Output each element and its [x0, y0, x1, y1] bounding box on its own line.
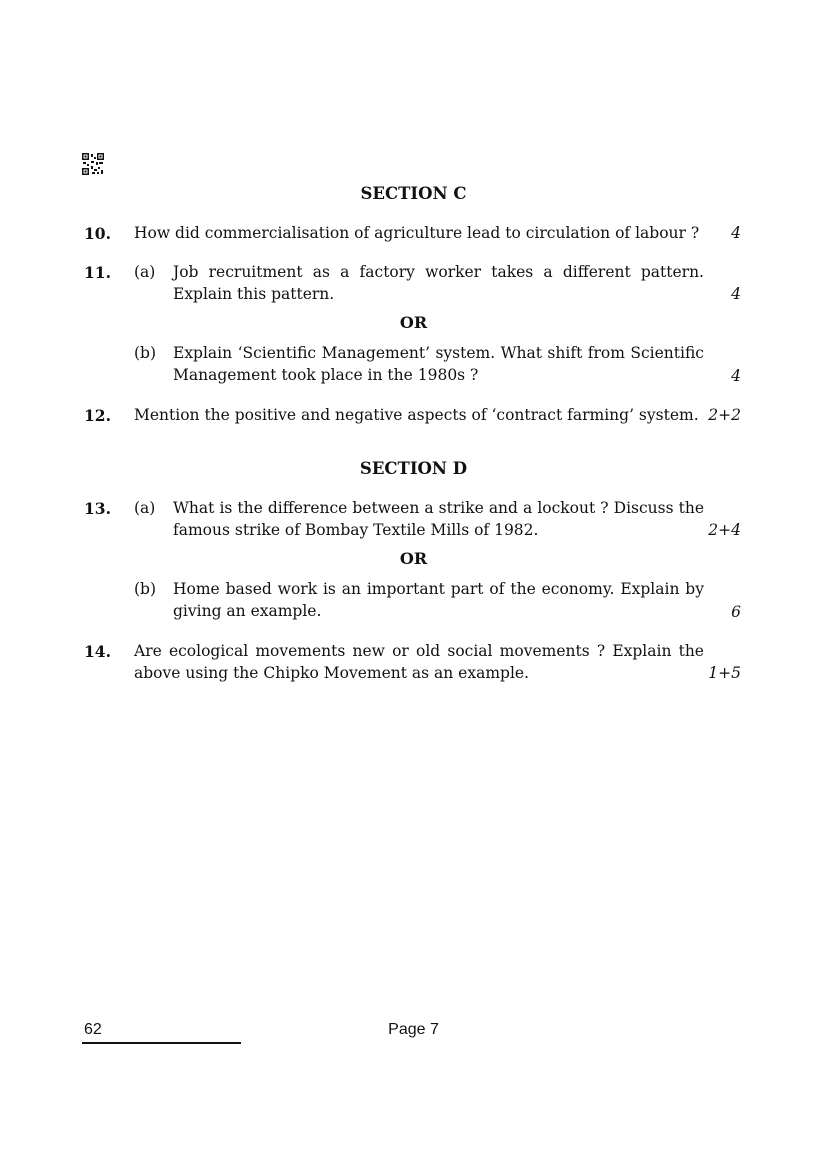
question-13-number: 13. [84, 499, 111, 518]
question-10-marks: 4 [731, 224, 741, 242]
question-11b-text: Explain ‘Scientific Management’ system. What shift from Scientific Management took place in the 1980s ? [173, 344, 704, 384]
page-number: Page 7 [388, 1021, 439, 1038]
question-12-text: Mention the positive and negative aspects of ‘contract farming’ system. [134, 406, 699, 424]
question-11-or: OR [399, 313, 428, 332]
question-12-marks: 2+2 [708, 406, 741, 424]
question-14-number: 14. [84, 642, 111, 661]
question-13b-label: (b) [134, 580, 157, 598]
question-14-marks: 1+5 [708, 664, 741, 682]
question-11a-label: (a) [134, 263, 156, 281]
question-14-text: Are ecological movements new or old social movements ? Explain the above using the Chipko Movement as an example. [134, 642, 704, 682]
question-13a-marks: 2+4 [708, 521, 741, 539]
question-11b-marks: 4 [731, 367, 741, 385]
question-12-number: 12. [84, 406, 111, 425]
question-13-or: OR [399, 549, 428, 568]
question-10-text: How did commercialisation of agriculture lead to circulation of labour ? [134, 224, 700, 242]
question-11a-text: Job recruitment as a factory worker takes a different pattern. Explain this pattern. [173, 263, 704, 303]
question-11a-marks: 4 [731, 285, 741, 303]
question-13b-text: Home based work is an important part of the economy. Explain by giving an example. [173, 580, 704, 620]
footer-divider [82, 1042, 241, 1044]
paper-code: 62 [84, 1021, 102, 1038]
qr-code-icon [82, 153, 104, 175]
question-11b-label: (b) [134, 344, 157, 362]
question-13b-marks: 6 [731, 603, 741, 621]
section-d-title: SECTION D [359, 459, 468, 478]
question-10-number: 10. [84, 224, 111, 243]
section-c-title: SECTION C [360, 184, 467, 203]
question-13a-text: What is the difference between a strike and a lockout ? Discuss the famous strike of Bombay Textile Mills of 1982. [173, 499, 704, 539]
question-11-number: 11. [84, 263, 111, 282]
question-13a-label: (a) [134, 499, 156, 517]
